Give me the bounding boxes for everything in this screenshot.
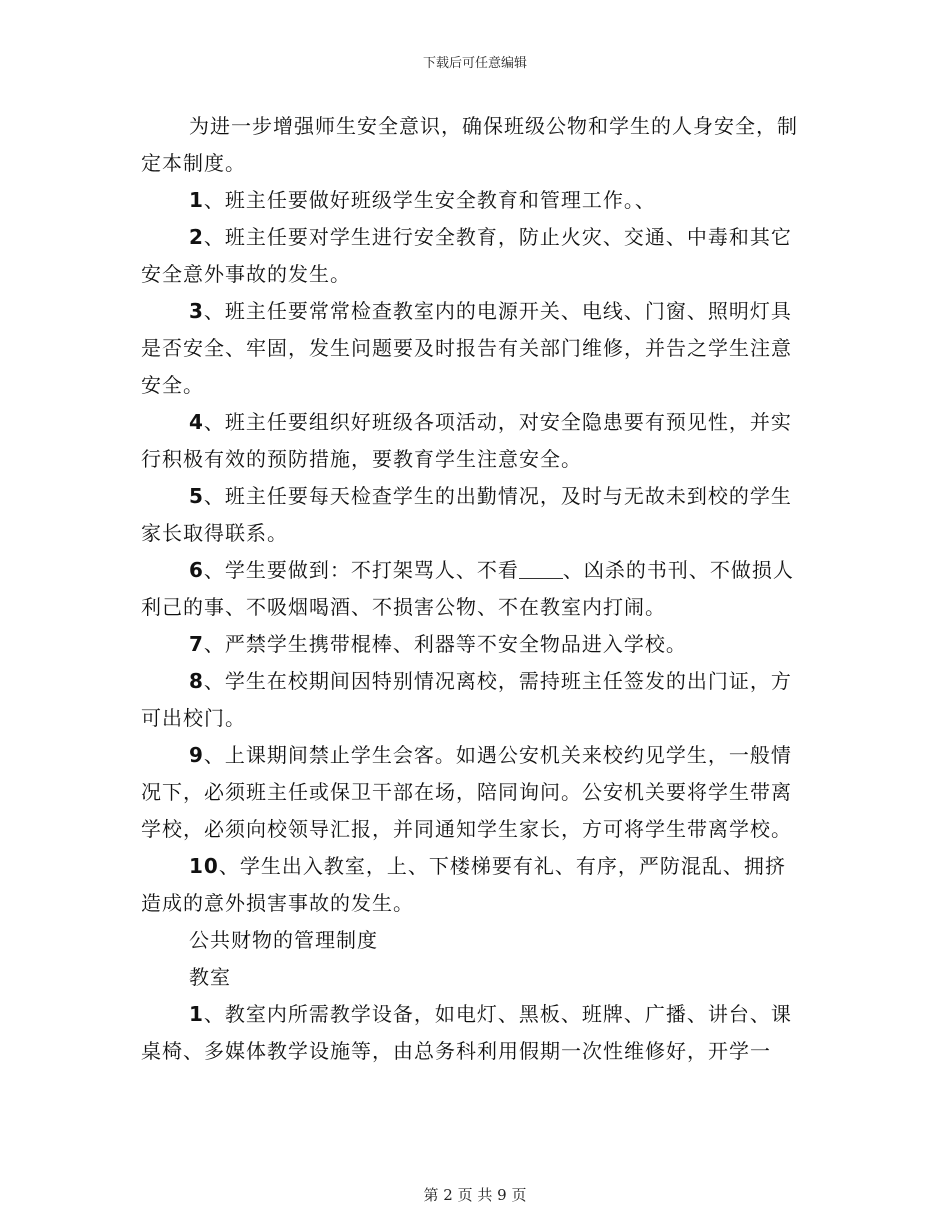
rule-text: 、凶杀的书刊、不做损人利己的事、不吸烟喝酒、不损害公物、不在教室内打闹。 [141, 558, 794, 619]
document-body [141, 108, 806, 1070]
section-title: 公共财物的管理制度 [189, 928, 378, 952]
page-footer: 第 2 页 共 9 页 [423, 1186, 527, 1204]
rule-paragraph-2 [141, 219, 806, 293]
rule-number: 3 [189, 299, 204, 323]
rule-number: 7 [189, 632, 204, 656]
rule-number: 4 [189, 410, 204, 434]
rule-number: 6 [189, 558, 204, 582]
rule-text: 、学生在校期间因特别情况离校，需持班主任签发的出门证，方可出校门。 [141, 669, 792, 730]
page-header: 下载后可任意编辑 [422, 56, 527, 71]
rule-paragraph-1 [141, 182, 806, 219]
rule-number: 2 [189, 225, 204, 249]
rule-number: 8 [189, 669, 204, 693]
rule-text: 、班主任要做好班级学生安全教育和管理工作。、 [203, 188, 656, 212]
rule-paragraph-11 [141, 996, 806, 1070]
rule-paragraph-5 [141, 478, 806, 552]
rule-number: 9 [189, 743, 204, 767]
rule-text: 、班主任要常常检查教室内的电源开关、电线、门窗、照明灯具是否安全、牢固，发生问题要及时报告有关部门维修，并告之学生注意安全。 [141, 299, 792, 397]
rule-text: 、教室内所需教学设备，如电灯、黑板、班牌、广播、讲台、课桌椅、多媒体教学设施等，由总务科利用假期一次性维修好，开学一 [141, 1002, 792, 1063]
rule-paragraph-7 [141, 626, 806, 663]
blank-underline [519, 556, 563, 579]
subsection-title: 教室 [189, 965, 231, 989]
rule-paragraph-4 [141, 404, 806, 478]
rule-text: 、学生要做到：不打架骂人、不看 [203, 558, 519, 582]
rule-paragraph-8 [141, 663, 806, 737]
rule-text: 、上课期间禁止学生会客。如遇公安机关来校约见学生，一般情况下，必须班主任或保卫干部在场，陪同询问。公安机关要将学生带离学校，必须向校领导汇报，并同通知学生家长，方可将学生带离学校。 [141, 743, 792, 841]
rule-number: 5 [189, 484, 204, 508]
rule-paragraph-10 [141, 848, 806, 922]
rule-text: 、班主任要组织好班级各项活动，对安全隐患要有预见性，并实行积极有效的预防措施，要教育学生注意安全。 [141, 410, 792, 471]
rule-paragraph-3 [141, 293, 806, 404]
rule-paragraph-9 [141, 737, 806, 848]
rule-number: 1 [189, 1002, 204, 1026]
rule-text: 、班主任要对学生进行安全教育，防止火灾、交通、中毒和其它安全意外事故的发生。 [141, 225, 792, 286]
intro-paragraph: 为进一步增强师生安全意识，确保班级公物和学生的人身安全，制定本制度。 [141, 114, 798, 175]
rule-text: 、班主任要每天检查学生的出勤情况，及时与无故未到校的学生家长取得联系。 [141, 484, 792, 545]
rule-paragraph-6 [141, 552, 806, 626]
rule-number: 1 [189, 188, 204, 212]
rule-text: 、严禁学生携带棍棒、利器等不安全物品进入学校。 [203, 632, 687, 656]
rule-number: 10 [189, 854, 219, 878]
rule-text: 、学生出入教室，上、下楼梯要有礼、有序，严防混乱、拥挤造成的意外损害事故的发生。 [141, 854, 786, 915]
